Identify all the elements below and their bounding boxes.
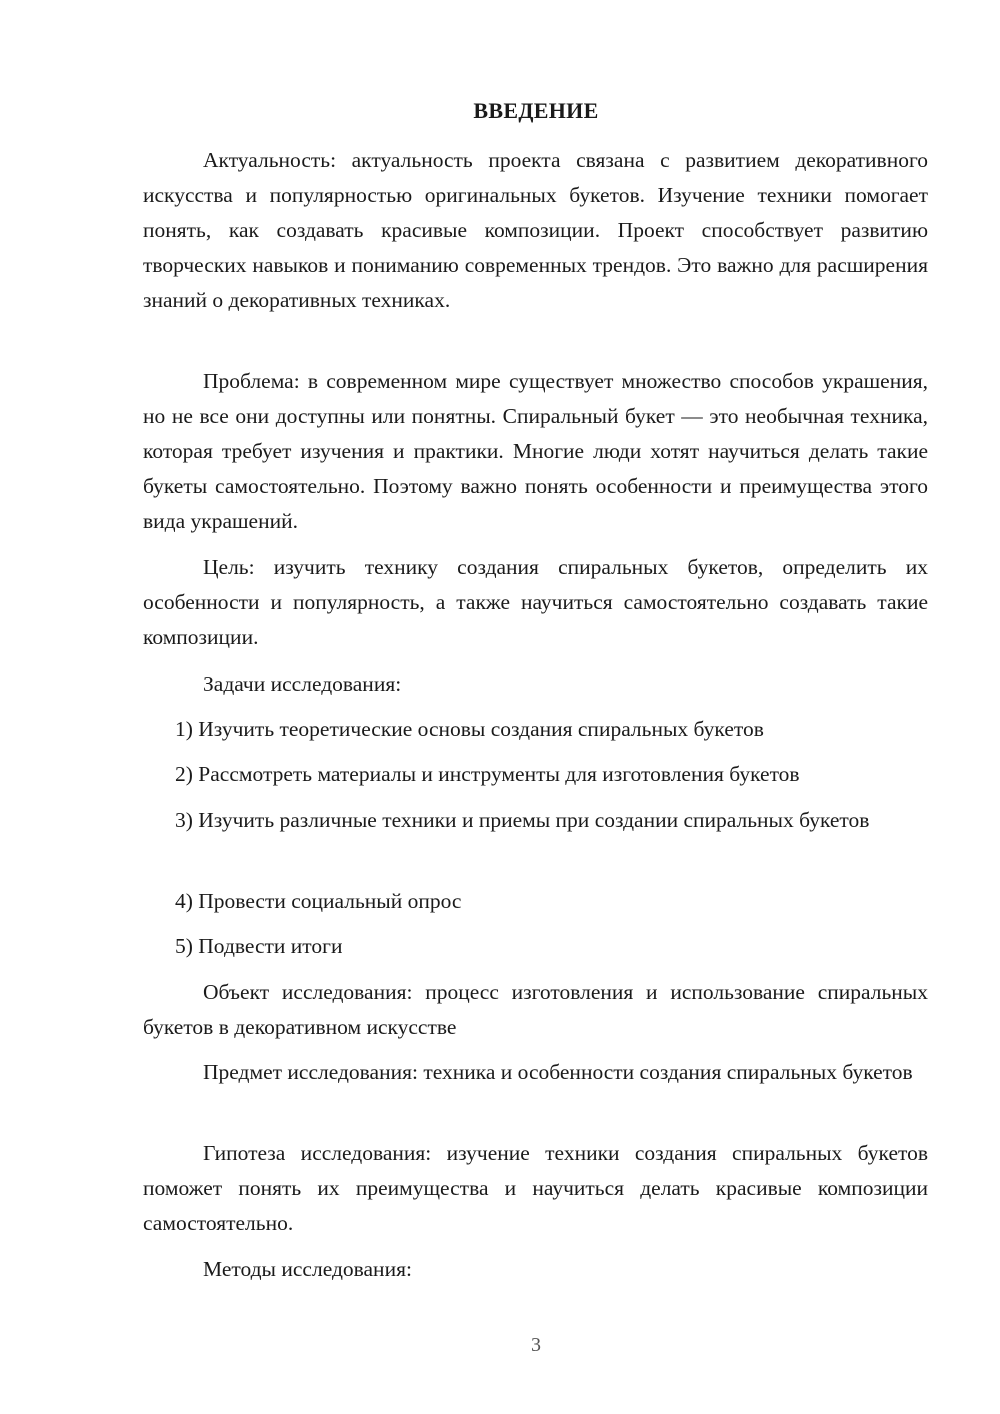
methods-heading: Методы исследования: — [203, 1257, 412, 1281]
relevance-paragraph: Актуальность: актуальность проекта связана с развитием декоративного искусства и популярностью оригинальных букетов. Изучение техники помогает понять, как создавать красивые композиции. Проект способствует развитию творческих навыков и пониманию современных трендов. Это важно для расширения знаний о декоративных техниках. — [143, 148, 928, 312]
task-item-3: 3) Изучить различные техники и приемы при создании спиральных букетов — [175, 808, 870, 832]
task-item-2: 2) Рассмотреть материалы и инструменты для изготовления букетов — [175, 762, 800, 786]
page-number: 3 — [531, 1334, 541, 1356]
task-item-1: 1) Изучить теоретические основы создания спиральных букетов — [175, 717, 764, 741]
task-item-5: 5) Подвести итоги — [175, 934, 343, 958]
object-paragraph: Объект исследования: процесс изготовления и использование спиральных букетов в декоративном искусстве — [143, 980, 928, 1039]
goal-paragraph: Цель: изучить технику создания спиральных букетов, определить их особенности и популярность, а также научиться самостоятельно создавать такие композиции. — [143, 555, 928, 649]
problem-paragraph: Проблема: в современном мире существует множество способов украшения, но не все они доступны или понятны. Спиральный букет — это необычная техника, которая требует изучения и практики. Многие люди хотят научиться делать такие букеты самостоятельно. Поэтому важно понять особенности и преимущества этого вида украшений. — [143, 369, 928, 533]
task-item-4: 4) Провести социальный опрос — [175, 889, 462, 913]
tasks-heading: Задачи исследования: — [203, 672, 402, 696]
subject-paragraph: Предмет исследования: техника и особенности создания спиральных букетов — [203, 1060, 913, 1084]
page-title: ВВЕДЕНИЕ — [473, 98, 599, 123]
hypothesis-paragraph: Гипотеза исследования: изучение техники создания спиральных букетов поможет понять их преимущества и научиться делать красивые композиции самостоятельно. — [143, 1141, 928, 1235]
